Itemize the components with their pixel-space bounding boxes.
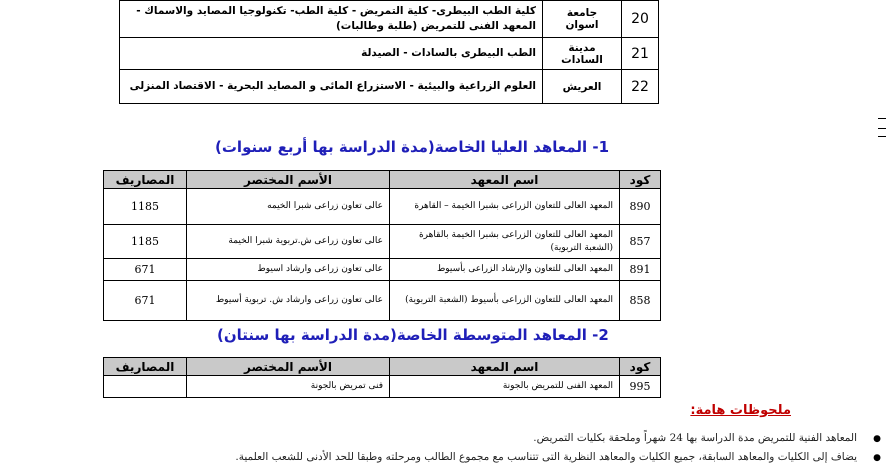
higher-institutes-table: [103, 170, 661, 321]
institute-name-cell: المعهد الفنى للتمريض بالجونة: [390, 376, 620, 398]
note-text: المعاهد الفنية للتمريض مدة الدراسة بها 24 شهراً وملحقة بكليات التمريض.: [533, 432, 857, 444]
fees-cell: 671: [104, 259, 187, 281]
institute-name-cell: المعهد العالى للتعاون الزراعى بأسيوط (الشعبة التربوية): [390, 281, 620, 321]
institute-name-header: اسم المعهد: [390, 171, 620, 189]
institute-name-cell: المعهد العالى للتعاون الزراعى بشبرا الخيمة بالقاهرة (الشعبة التربوية): [390, 225, 620, 259]
university-cell: العريش: [543, 70, 622, 104]
code-cell: 891: [620, 259, 661, 281]
table-row: [120, 1, 659, 38]
university-cell: جامعة اسوان: [543, 1, 622, 38]
bullet-icon: ●: [873, 434, 881, 444]
bullet-icon: ●: [873, 453, 881, 463]
short-name-cell: عالى تعاون زراعى وارشاد ش. تربوية أسيوط: [187, 281, 390, 321]
university-cell: مدينة السادات: [543, 38, 622, 70]
code-cell: 858: [620, 281, 661, 321]
institute-name-header: اسم المعهد: [390, 358, 620, 376]
margin-mark: [878, 128, 886, 129]
table-row: [104, 259, 661, 281]
notes-title: ملحوظات هامة:: [690, 403, 791, 418]
code-cell: 890: [620, 189, 661, 225]
code-header: كود: [620, 171, 661, 189]
table-header: [104, 171, 661, 189]
margin-mark: [878, 118, 886, 119]
note-item: [533, 432, 857, 444]
table-row: [104, 281, 661, 321]
fees-header: المصاريف: [104, 358, 187, 376]
fees-header: المصاريف: [104, 171, 187, 189]
short-name-header: الأسم المختصر: [187, 358, 390, 376]
row-number: 22: [622, 70, 659, 104]
faculties-cell: كلية الطب البيطرى- كلية التمريض - كلية الطب- تكنولوجيا المصايد والاسماك - المعهد الفنى للتمريض (طلبة وطالبات): [120, 1, 543, 38]
short-name-cell: فنى تمريض بالجونة: [187, 376, 390, 398]
table-row: [104, 376, 661, 398]
fees-cell: 1185: [104, 225, 187, 259]
faculties-cell: العلوم الزراعية والبيئية - الاستزراع المائى و المصايد البحرية - الاقتصاد المنزلى: [120, 70, 543, 104]
note-item: [235, 451, 857, 463]
note-text: يضاف إلى الكليات والمعاهد السابقة، جميع الكليات والمعاهد النظرية التى تتناسب مع مجموع الطالب ومرحلته وطبقا للحد الأدنى للشعب العلمية.: [235, 451, 857, 463]
code-cell: 995: [620, 376, 661, 398]
short-name-cell: عالى تعاون زراعى وارشاد اسيوط: [187, 259, 390, 281]
fees-cell: 1185: [104, 189, 187, 225]
short-name-cell: عالى تعاون زراعى شبرا الخيمه: [187, 189, 390, 225]
section2-heading: 2- المعاهد المتوسطة الخاصة(مدة الدراسة بها سنتان): [217, 326, 609, 344]
code-header: كود: [620, 358, 661, 376]
institute-name-cell: المعهد العالى للتعاون الزراعى بشبرا الخيمة – القاهرة: [390, 189, 620, 225]
row-number: 20: [622, 1, 659, 38]
table-header: [104, 358, 661, 376]
margin-mark: [878, 136, 886, 137]
row-number: 21: [622, 38, 659, 70]
table-row: [104, 225, 661, 259]
faculties-cell: الطب البيطرى بالسادات - الصيدلة: [120, 38, 543, 70]
section1-heading: 1- المعاهد العليا الخاصة(مدة الدراسة بها أربع سنوات): [215, 138, 610, 156]
institute-name-cell: المعهد العالى للتعاون والإرشاد الزراعى بأسيوط: [390, 259, 620, 281]
intermediate-institutes-table: [103, 357, 661, 398]
table-row: [120, 38, 659, 70]
fees-cell: [104, 376, 187, 398]
code-cell: 857: [620, 225, 661, 259]
short-name-cell: عالى تعاون زراعى ش.تربوية شبرا الخيمة: [187, 225, 390, 259]
table-row: [104, 189, 661, 225]
table-row: [120, 70, 659, 104]
fees-cell: 671: [104, 281, 187, 321]
short-name-header: الأسم المختصر: [187, 171, 390, 189]
universities-table: [119, 0, 659, 104]
